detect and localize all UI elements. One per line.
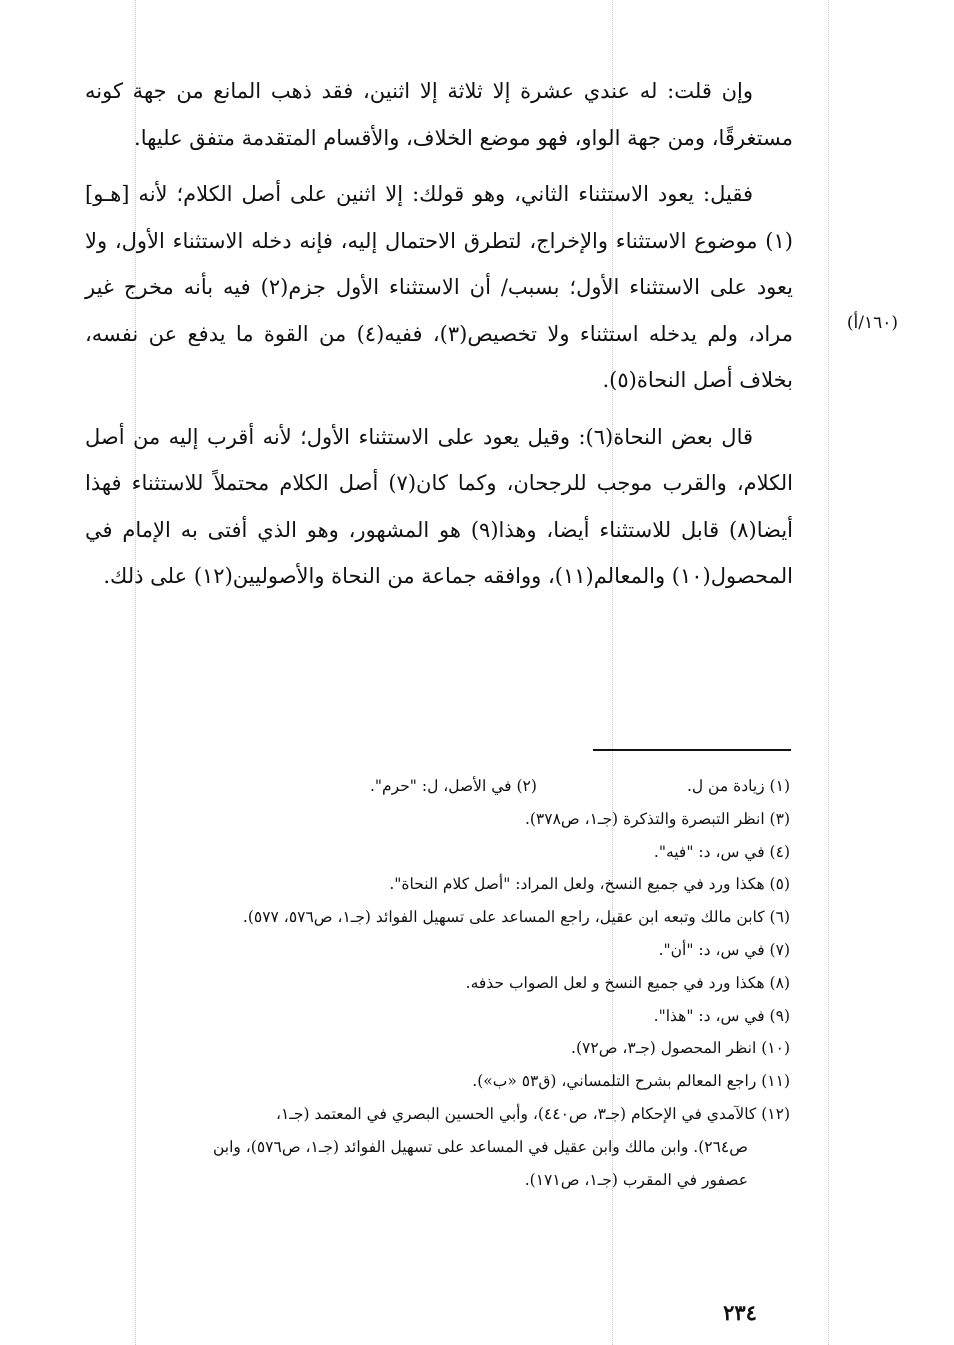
- footnote: (١١) راجع المعالم بشرح التلمساني، (ق٥٣ «ب»).: [472, 1072, 790, 1091]
- footnote: (٨) هكذا ورد في جميع النسخ و لعل الصواب حذفه.: [465, 973, 790, 992]
- scan-guide-line: [828, 0, 829, 1345]
- main-text: [85, 68, 793, 610]
- footnotes: [78, 770, 790, 1196]
- footnote: (١٢) كالآمدي في الإحكام (جـ٣، ص٤٤٠)، وأبي الحسين البصري في المعتمد (جـ١،: [276, 1104, 790, 1123]
- footnote: (٤) في س، د: "فيه".: [653, 842, 790, 861]
- paragraph: وإن قلت: له عندي عشرة إلا ثلاثة إلا اثنين، فقد ذهب المانع من جهة كونه مستغرقًا، ومن جهة الواو، فهو موضع الخلاف، والأقسام المتقدمة متفق عليها.: [85, 79, 793, 150]
- footnote-continuation: عصفور في المقرب (جـ١، ص١٧١).: [524, 1170, 748, 1189]
- footnote: (٣) انظر التبصرة والتذكرة (جـ١، ص٣٧٨).: [524, 809, 790, 828]
- paragraph: فقيل: يعود الاستثناء الثاني، وهو قولك: إلا اثنين على أصل الكلام؛ لأنه [هـو](١) موضوع الاستثناء والإخراج، لتطرق الاحتمال إليه، فإنه دخله الاستثناء الأول، ولا يعود على الاستثناء الأول؛ بسبب/ أن الاستثناء الأول جزم(٢) فيه بأنه مخرج غير مراد، ولم يدخله استثناء ولا تخصيص(٣)، ففيه(٤) من القوة ما يدفع عن نفسه، بخلاف أصل النحاة(٥).: [85, 182, 794, 392]
- footnote-separator: [593, 749, 791, 751]
- margin-folio-note: (١٦٠/أ): [846, 313, 898, 333]
- page-number: ٢٣٤: [723, 1300, 757, 1325]
- footnote: (١) زيادة من ل.: [686, 777, 790, 795]
- footnote-continuation: ص٢٦٤). وابن مالك وابن عقيل في المساعد على تسهيل الفوائد (جـ١، ص٥٧٦)، وابن: [212, 1137, 748, 1156]
- footnote: (٥) هكذا ورد في جميع النسخ، ولعل المراد: "أصل كلام النحاة".: [389, 875, 790, 894]
- footnote-row: [78, 770, 790, 803]
- footnote: (٢) في الأصل، ل: "حرم".: [370, 777, 537, 795]
- footnote: (٦) كابن مالك وتبعه ابن عقيل، راجع المساعد على تسهيل الفوائد (جـ١، ص٥٧٦، ٥٧٧).: [242, 908, 790, 927]
- footnote: (٧) في س، د: "أن".: [658, 940, 790, 959]
- footnote: (٩) في س، د: "هذا".: [653, 1006, 790, 1025]
- footnote: (١٠) انظر المحصول (جـ٣، ص٧٢).: [571, 1039, 790, 1058]
- paragraph: قال بعض النحاة(٦): وقيل يعود على الاستثناء الأول؛ لأنه أقرب إليه من أصل الكلام، والقرب موجب للرجحان، وكما كان(٧) أصل الكلام محتملاً للاستثناء فهذا أيضا(٨) قابل للاستثناء أيضا، وهذا(٩) هو المشهور، وهو الذي أفتى به الإمام في المحصول(١٠) والمعالم(١١)، ووافقه جماعة من النحاة والأصوليين(١٢) على ذلك.: [85, 424, 793, 588]
